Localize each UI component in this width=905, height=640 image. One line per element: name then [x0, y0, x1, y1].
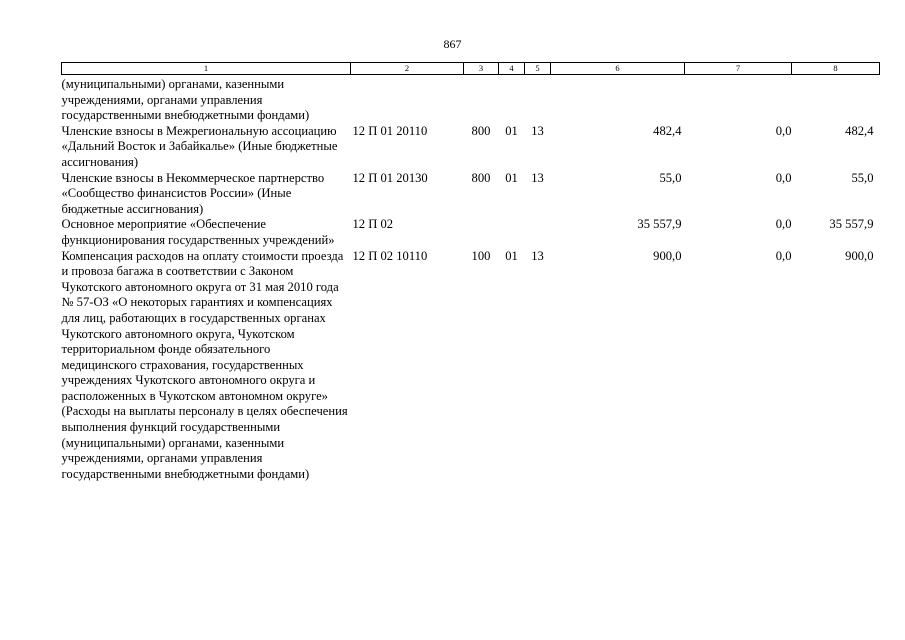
row-code: 12 П 02	[352, 217, 394, 232]
row-name: Членские взносы в Межрегиональную ассоциацию «Дальний Восток и Забайкалье» (Иные бюджетные ассигнования)	[61, 123, 338, 169]
table-row	[62, 249, 880, 483]
header-cell-1: 1	[62, 63, 351, 75]
row-col8	[792, 75, 880, 124]
row-name: Основное мероприятие «Обеспечение функционирования государственных учреждений»	[61, 217, 335, 247]
row-col8: 482,4	[845, 123, 874, 138]
row-name: Членские взносы в Некоммерческое партнерство «Сообщество финансистов России» (Иные бюджетные ассигнования)	[61, 170, 325, 216]
row-col6: 35 557,9	[637, 217, 682, 232]
row-col5: 13	[531, 170, 544, 185]
row-name: (муниципальными) органами, казенными учреждениями, органами управления государственными внебюджетными фондами)	[61, 77, 310, 123]
table-row	[62, 124, 880, 171]
row-col7	[685, 75, 792, 124]
header-cell-5: 5	[525, 63, 551, 75]
row-col3	[464, 217, 499, 248]
row-col6: 900,0	[653, 248, 682, 263]
row-col6	[551, 75, 685, 124]
table-row	[62, 171, 880, 218]
row-code	[351, 75, 464, 124]
row-col8: 900,0	[845, 248, 874, 263]
header-cell-8: 8	[792, 63, 880, 75]
header-cell-2: 2	[351, 63, 464, 75]
header-cell-7: 7	[685, 63, 792, 75]
row-col4	[499, 75, 525, 124]
row-col3: 100	[471, 248, 491, 263]
budget-table	[61, 62, 880, 482]
header-cell-3: 3	[464, 63, 499, 75]
row-col7: 0,0	[775, 217, 792, 232]
header-cell-4: 4	[499, 63, 525, 75]
row-code: 12 П 01 20130	[352, 170, 428, 185]
row-col5: 13	[531, 123, 544, 138]
row-col7: 0,0	[775, 123, 792, 138]
row-col3: 800	[471, 123, 491, 138]
row-col5	[525, 217, 551, 248]
row-code: 12 П 01 20110	[352, 123, 428, 138]
row-col3: 800	[471, 170, 491, 185]
row-code: 12 П 02 10110	[352, 248, 428, 263]
row-col4	[499, 217, 525, 248]
row-col8: 35 557,9	[829, 217, 874, 232]
table-header	[62, 63, 880, 75]
row-col6: 482,4	[653, 123, 682, 138]
table-body	[62, 75, 880, 483]
row-col5	[525, 75, 551, 124]
header-cell-6: 6	[551, 63, 685, 75]
row-col6: 55,0	[659, 170, 682, 185]
row-col7: 0,0	[775, 170, 792, 185]
row-col4: 01	[505, 170, 518, 185]
row-col3	[464, 75, 499, 124]
row-col5: 13	[531, 248, 544, 263]
row-name: Компенсация расходов на оплату стоимости проезда и провоза багажа в соответствии с Законом Чукотского автономного округа от 31 мая 2010 года № 57-ОЗ «О некоторых гарантиях и компенсациях для лиц, работающих в государственных органах Чукотского автономного округа, Чукотском территориальном фонде обязательного медицинского страхования, государственных учреждениях Чукотского автономного округа и расположенных в Чукотском автономном округе» (Расходы на выплаты персоналу в целях обеспечения выполнения функций государственными (муниципальными) органами, казенными учреждениями, органами управления государственными внебюджетными фондами)	[61, 248, 348, 481]
table-row	[62, 217, 880, 248]
row-col4: 01	[505, 248, 518, 263]
page-number: 867	[443, 37, 462, 51]
table-row	[62, 75, 880, 124]
row-col4: 01	[505, 123, 518, 138]
row-col7: 0,0	[775, 248, 792, 263]
row-col8: 55,0	[851, 170, 874, 185]
